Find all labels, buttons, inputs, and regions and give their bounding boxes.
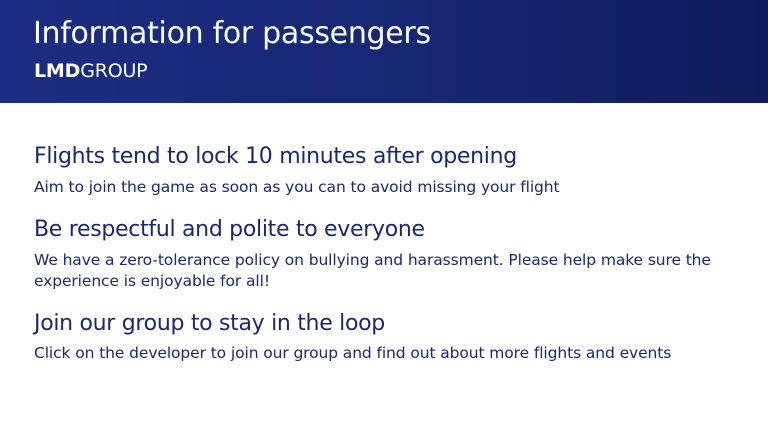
brand-logo-bold: LMD	[34, 60, 81, 82]
brand-logo	[34, 59, 147, 83]
section-text-respectful: We have a zero-tolerance policy on bullying and harassment. Please help make sure the experience is enjoyable for all!	[34, 251, 711, 290]
brand-logo-light: GROUP	[80, 60, 148, 82]
section-heading-join-group: Join our group to stay in the loop	[34, 311, 385, 336]
section-heading-flights-lock: Flights tend to lock 10 minutes after opening	[34, 144, 517, 169]
page-title: Information for passengers	[33, 16, 431, 51]
section-text-join-group: Click on the developer to join our group and find out about more flights and events	[34, 344, 672, 362]
section-text-flights-lock: Aim to join the game as soon as you can to avoid missing your flight	[34, 178, 560, 196]
header-banner	[0, 0, 768, 103]
section-heading-respectful: Be respectful and polite to everyone	[34, 217, 425, 242]
